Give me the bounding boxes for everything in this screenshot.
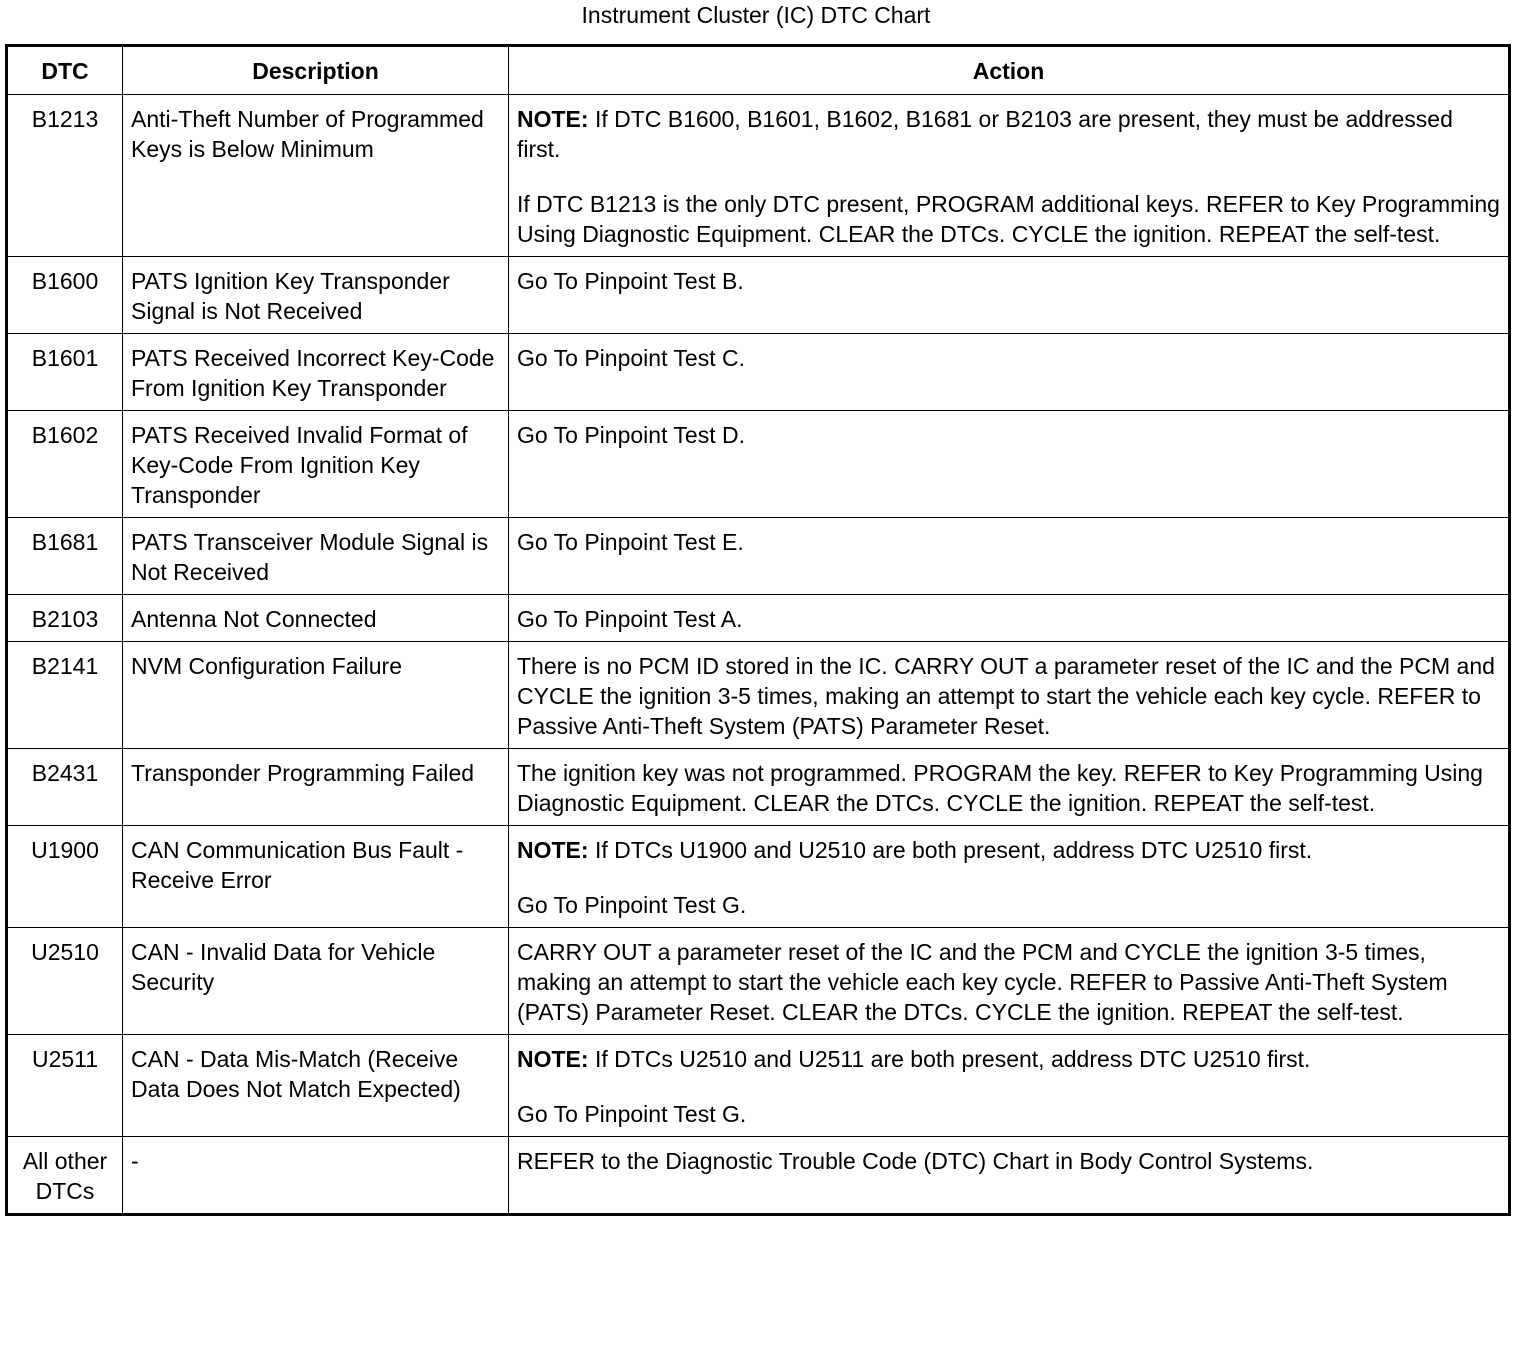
- table-row: [7, 642, 1510, 749]
- page-title: Instrument Cluster (IC) DTC Chart: [581, 2, 931, 28]
- table-row: [7, 826, 1510, 928]
- dtc-code-cell: U2510: [7, 928, 123, 1035]
- header-description: Description: [123, 46, 509, 95]
- table-row: [7, 257, 1510, 334]
- dtc-code-cell: B1602: [7, 411, 123, 518]
- dtc-code-cell: U2511: [7, 1035, 123, 1137]
- dtc-code-cell: B1213: [7, 95, 123, 257]
- table-row: [7, 1035, 1510, 1137]
- table-row: [7, 749, 1510, 826]
- table-row: [7, 928, 1510, 1035]
- header-row: [7, 46, 1510, 95]
- dtc-description-cell: Antenna Not Connected: [123, 595, 509, 642]
- dtc-action-cell: [509, 826, 1510, 928]
- action-text: The ignition key was not programmed. PROGRAM the key. REFER to Key Programming Using Diagnostic Equipment. CLEAR the DTCs. CYCLE the ignition. REPEAT the self-test.: [517, 760, 1483, 816]
- dtc-action-cell: [509, 411, 1510, 518]
- action-paragraph: [517, 604, 1500, 634]
- dtc-description-cell: -: [123, 1137, 509, 1215]
- action-text: There is no PCM ID stored in the IC. CARRY OUT a parameter reset of the IC and the PCM and CYCLE the ignition 3-5 times, making an attempt to start the vehicle each key cycle. REFER to Passive Anti-Theft System (PATS) Parameter Reset.: [517, 653, 1495, 739]
- dtc-code-cell: B2103: [7, 595, 123, 642]
- dtc-code-cell: B1600: [7, 257, 123, 334]
- action-paragraph: [517, 835, 1500, 865]
- header-dtc: DTC: [7, 46, 123, 95]
- action-text: Go To Pinpoint Test C.: [517, 345, 746, 371]
- table-row: [7, 95, 1510, 257]
- header-action: Action: [509, 46, 1510, 95]
- note-label: NOTE:: [517, 106, 589, 132]
- dtc-action-cell: [509, 1035, 1510, 1137]
- dtc-action-cell: [509, 257, 1510, 334]
- action-text: If DTC B1213 is the only DTC present, PROGRAM additional keys. REFER to Key Programming Using Diagnostic Equipment. CLEAR the DTCs. CYCLE the ignition. REPEAT the self-test.: [517, 191, 1500, 247]
- table-row: [7, 518, 1510, 595]
- action-paragraph: [517, 104, 1500, 164]
- dtc-code-cell: U1900: [7, 826, 123, 928]
- dtc-code-cell: B1681: [7, 518, 123, 595]
- table-row: [7, 1137, 1510, 1215]
- dtc-action-cell: [509, 334, 1510, 411]
- action-paragraph: [517, 890, 1500, 920]
- table-body: [7, 95, 1510, 1215]
- dtc-code-cell: B1601: [7, 334, 123, 411]
- action-text: If DTCs U1900 and U2510 are both present, address DTC U2510 first.: [588, 837, 1313, 863]
- action-text: Go To Pinpoint Test E.: [517, 529, 744, 555]
- dtc-action-cell: [509, 518, 1510, 595]
- action-paragraph: [517, 1044, 1500, 1074]
- action-text: Go To Pinpoint Test A.: [517, 606, 743, 632]
- dtc-action-cell: [509, 595, 1510, 642]
- action-paragraph: [517, 420, 1500, 450]
- dtc-description-cell: PATS Ignition Key Transponder Signal is Not Received: [123, 257, 509, 334]
- action-paragraph: [517, 1146, 1500, 1176]
- dtc-description-cell: PATS Received Incorrect Key-Code From Ignition Key Transponder: [123, 334, 509, 411]
- dtc-action-cell: [509, 749, 1510, 826]
- action-text: Go To Pinpoint Test G.: [517, 1101, 747, 1127]
- action-text: REFER to the Diagnostic Trouble Code (DTC) Chart in Body Control Systems.: [517, 1148, 1314, 1174]
- action-text: Go To Pinpoint Test D.: [517, 422, 746, 448]
- dtc-description-cell: Anti-Theft Number of Programmed Keys is Below Minimum: [123, 95, 509, 257]
- dtc-code-cell: B2141: [7, 642, 123, 749]
- action-paragraph: [517, 1099, 1500, 1129]
- action-paragraph: [517, 937, 1500, 1027]
- dtc-code-cell: All other DTCs: [7, 1137, 123, 1215]
- action-paragraph: [517, 527, 1500, 557]
- dtc-action-cell: [509, 1137, 1510, 1215]
- action-text: Go To Pinpoint Test G.: [517, 892, 747, 918]
- dtc-description-cell: PATS Received Invalid Format of Key-Code From Ignition Key Transponder: [123, 411, 509, 518]
- note-label: NOTE:: [517, 837, 589, 863]
- action-paragraph: [517, 343, 1500, 373]
- table-row: [7, 334, 1510, 411]
- action-text: CARRY OUT a parameter reset of the IC and the PCM and CYCLE the ignition 3-5 times, making an attempt to start the vehicle each key cycle. REFER to Passive Anti-Theft System (PATS) Parameter Reset. CLEAR the DTCs. CYCLE the ignition. REPEAT the self-test.: [517, 939, 1448, 1025]
- dtc-code-cell: B2431: [7, 749, 123, 826]
- table-row: [7, 411, 1510, 518]
- dtc-description-cell: CAN - Data Mis-Match (Receive Data Does Not Match Expected): [123, 1035, 509, 1137]
- dtc-table: [5, 44, 1511, 1216]
- dtc-description-cell: CAN Communication Bus Fault - Receive Error: [123, 826, 509, 928]
- dtc-description-cell: Transponder Programming Failed: [123, 749, 509, 826]
- dtc-description-cell: NVM Configuration Failure: [123, 642, 509, 749]
- action-text: If DTC B1600, B1601, B1602, B1681 or B2103 are present, they must be addressed first.: [517, 106, 1453, 162]
- table-header: [7, 46, 1510, 95]
- dtc-description-cell: CAN - Invalid Data for Vehicle Security: [123, 928, 509, 1035]
- table-row: [7, 595, 1510, 642]
- dtc-description-cell: PATS Transceiver Module Signal is Not Received: [123, 518, 509, 595]
- dtc-action-cell: [509, 642, 1510, 749]
- action-paragraph: [517, 266, 1500, 296]
- action-text: If DTCs U2510 and U2511 are both present, address DTC U2510 first.: [588, 1046, 1311, 1072]
- note-label: NOTE:: [517, 1046, 589, 1072]
- action-text: Go To Pinpoint Test B.: [517, 268, 744, 294]
- action-paragraph: [517, 758, 1500, 818]
- action-paragraph: [517, 651, 1500, 741]
- dtc-action-cell: [509, 95, 1510, 257]
- action-paragraph: [517, 189, 1500, 249]
- dtc-action-cell: [509, 928, 1510, 1035]
